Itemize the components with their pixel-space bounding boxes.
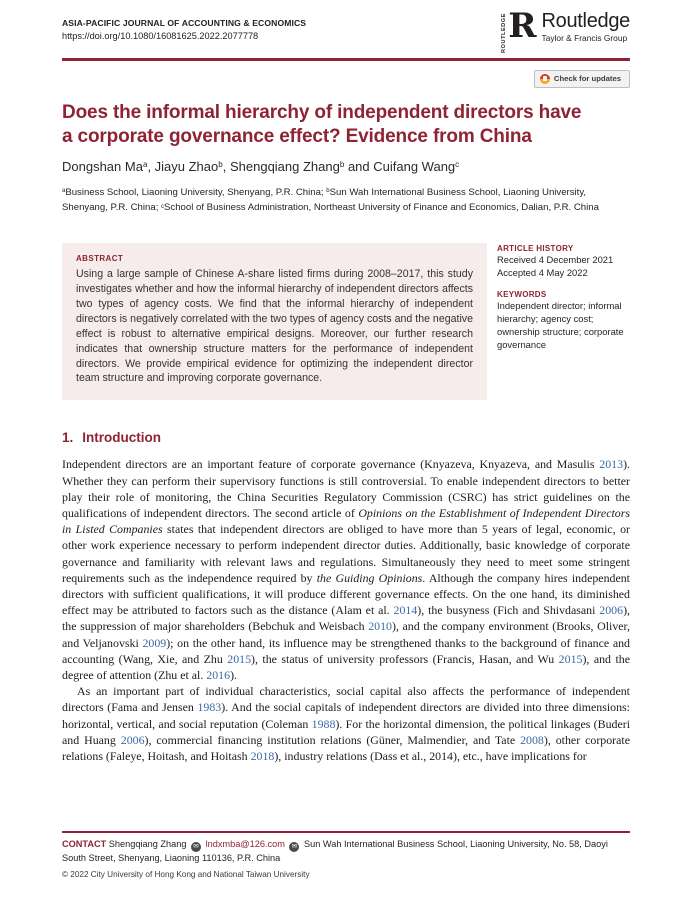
- masthead-left: [62, 18, 306, 41]
- superscript-marker: b: [326, 187, 330, 194]
- article-history-label: ARTICLE HISTORY: [497, 244, 574, 254]
- check-for-updates-label: Check for updates: [553, 74, 621, 83]
- publisher-name: Routledge: [541, 10, 630, 32]
- received-date: Received 4 December 2021: [497, 254, 614, 266]
- article-info-sidebar: [497, 243, 630, 400]
- publisher-logo: [500, 6, 630, 53]
- superscript-marker: a: [62, 187, 66, 194]
- abstract-box: [62, 243, 487, 400]
- authors-line: [62, 159, 630, 174]
- check-for-updates-button[interactable]: [534, 70, 630, 88]
- text-segment: Business School, Liaoning University, Shenyang, P.R. China;: [65, 186, 327, 198]
- abstract-label: ABSTRACT: [76, 254, 124, 264]
- citation-year-link[interactable]: 2010: [368, 619, 392, 634]
- contact-block: [62, 838, 630, 865]
- superscript-marker: a: [142, 159, 148, 169]
- text-segment: Independent directors are an important feature of corporate governance (Knyazeva, Knyazeva, and Masulis: [62, 457, 600, 472]
- superscript-marker: b: [339, 159, 345, 169]
- email-icon[interactable]: ✉: [191, 842, 201, 852]
- page-footer: [62, 831, 630, 879]
- doi-link[interactable]: https://doi.org/10.1080/16081625.2022.2077778: [62, 31, 259, 41]
- text-segment: states that independent directors are obliged to have more than 5 years of legal, economic, or other work experience necessary to perform independent director duties. Additionally, basic knowledge of corporate governance and familiarity with relevant laws and regulations. Simultaneously they need to meet some stringent requirements such as the independence required by: [62, 522, 630, 585]
- text-segment: ), commercial financing institution relations (Güner, Malmendier, and Tate: [144, 732, 521, 747]
- section-number: 1.: [62, 430, 74, 446]
- text-segment: ). And the social capitals of independent directors are divided into three dimensions: horizontal, vertical, and social reputation (Coleman: [62, 700, 630, 731]
- intro-paragraph-1: [62, 456, 630, 683]
- text-segment: ), the status of university professors (Francis, Hasan, and Wu: [251, 651, 559, 666]
- contact-address: Sun Wah International Business School, Liaoning University, No. 58, Daoyi South Street, Shenyang, Liaoning 110136, P.R. China: [62, 838, 608, 863]
- article-title-line1: Does the informal hierarchy of independent directors have: [62, 101, 582, 123]
- citation-year-link[interactable]: 2015: [558, 651, 583, 666]
- text-segment: , Jiayu Zhao: [147, 158, 219, 174]
- text-segment: ), the suppression of major shareholders (Bebchuk and Weisbach: [62, 603, 630, 634]
- contact-name: Shengqiang Zhang: [108, 838, 187, 849]
- text-segment: ). For the horizontal dimension, the political linkages (Buderi and Huang: [62, 716, 631, 747]
- citation-year-link[interactable]: 2014: [393, 603, 418, 618]
- text-segment: As an important part of individual characteristics, social capital also affects the performance of independent directors (Fama and Jensen: [62, 684, 630, 715]
- text-segment: . Although the company hires independent directors with sufficient qualifications, it will produce different governance effects. On the one hand, its diminished effect may be attributed to factors such as the distance (Alam et al.: [62, 570, 630, 618]
- contact-label: CONTACT: [62, 838, 107, 849]
- text-segment: ).: [230, 667, 237, 682]
- text-segment: ), the busyness (Fich and Shivdasani: [417, 603, 600, 618]
- journal-name: ASIA-PACIFIC JOURNAL OF ACCOUNTING & ECONOMICS: [62, 18, 307, 28]
- contact-email-link[interactable]: lndxmba@126.com: [205, 838, 285, 849]
- badge-row: [62, 70, 630, 88]
- article-title: [62, 101, 630, 150]
- copyright-line: © 2022 City University of Hong Kong and National Taiwan University: [62, 869, 310, 879]
- masthead: [62, 6, 630, 54]
- citation-year-link[interactable]: 2013: [599, 457, 624, 472]
- citation-year-link[interactable]: 1983: [197, 700, 222, 715]
- routledge-monogram-icon: R: [508, 6, 537, 46]
- superscript-marker: c: [161, 203, 164, 210]
- citation-year-link[interactable]: 2015: [227, 651, 252, 666]
- abstract-row: [62, 243, 630, 400]
- citation-year-link[interactable]: 2009: [142, 635, 167, 650]
- text-segment: ), industry relations (Dass et al., 2014), etc., have implications for: [274, 749, 587, 763]
- text-segment: Sun Wah International Business School, Liaoning University, Shenyang, P.R. China;: [62, 186, 587, 214]
- text-segment: School of Business Administration, Northeast University of Finance and Economics, Dalian, P.R. China: [164, 202, 599, 214]
- publisher-logo-text: [542, 10, 630, 43]
- abstract-text: Using a large sample of Chinese A-share listed firms during 2008–2017, this study investigates whether and how the informal hierarchy of independent directors affects two types of agency costs. We find that the informal hierarchy of independent directors is negatively correlated with the two types of agency costs and the negative effect is robust to alternative empirical designs. Moreover, our further research indicates that ownership structure matters for the performance of independent directors. We provide empirical evidence for optimizing the independent director team structure and improving corporate governance.: [76, 268, 473, 385]
- citation-year-link[interactable]: 2006: [599, 603, 624, 618]
- publisher-tagline: Taylor & Francis Group: [541, 33, 628, 43]
- superscript-marker: b: [218, 159, 223, 169]
- affiliations: [62, 186, 622, 218]
- keywords-text: Independent director; informal hierarchy; agency cost; ownership structure; corporate governance: [497, 300, 624, 351]
- intro-paragraph-2: [62, 683, 630, 764]
- text-segment: Dongshan Ma: [62, 158, 143, 174]
- masthead-divider: [62, 58, 630, 61]
- address-icon: ✉: [289, 842, 299, 852]
- accepted-date: Accepted 4 May 2022: [497, 267, 588, 279]
- citation-year-link[interactable]: 2008: [520, 732, 544, 747]
- superscript-marker: c: [455, 159, 460, 169]
- text-segment: ), and the company environment (Brooks, Oliver, and Veljanovski: [62, 619, 630, 650]
- keywords-label: KEYWORDS: [497, 290, 547, 300]
- citation-year-link[interactable]: 2018: [250, 749, 275, 763]
- section-title: Introduction: [82, 430, 161, 446]
- text-segment: ); on the other hand, its influence may be strengthened thanks to the background of finance and accounting (Wang, Xie, and Zhu: [62, 635, 630, 666]
- italic-phrase: the Guiding Opinions: [316, 570, 423, 585]
- text-segment: ), other corporate relations (Faleye, Hoitash, and Hoitash: [62, 732, 630, 763]
- citation-year-link[interactable]: 1988: [311, 716, 336, 731]
- crossmark-icon: [540, 74, 550, 84]
- citation-year-link[interactable]: 2016: [206, 667, 231, 682]
- text-segment: ). Whether they can perform their supervisory functions is still controversial. To enable independent directors to better play their role of monitoring, the China Securities Regulatory Commission (CSRC) has strict guidelines on the qualifications of independent directors. The second article of: [62, 457, 630, 520]
- section-heading-introduction: [62, 430, 630, 445]
- citation-year-link[interactable]: 2006: [120, 732, 145, 747]
- footer-divider: [62, 831, 630, 833]
- article-title-line2: a corporate governance effect? Evidence from China: [62, 126, 532, 147]
- text-segment: , Shengqiang Zhang: [222, 158, 340, 174]
- routledge-vertical-text: ROUTLEDGE: [500, 13, 507, 53]
- text-segment: ), and the degree of attention (Zhu et al.: [62, 651, 630, 682]
- italic-phrase: Opinions on the Establishment of Independent Directors in Listed Companies: [62, 505, 630, 537]
- text-segment: and Cuifang Wang: [344, 158, 456, 174]
